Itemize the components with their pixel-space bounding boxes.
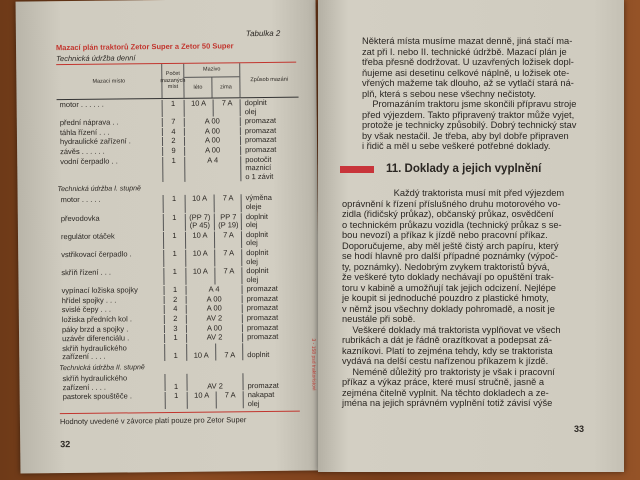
lubricant-summer: 10 A <box>192 193 208 204</box>
lubricant-winter: 7 A <box>215 343 243 360</box>
place: hřídel spojky . . . <box>61 295 117 305</box>
text-line: před výjezdem. Takto připravený traktor může vyjet, <box>362 109 575 120</box>
text-line: plň, která s sebou nese všechny nečistoty. <box>362 88 536 99</box>
place: hydraulické zařízení . <box>59 136 131 147</box>
place: svislé čepy . . . <box>61 305 112 315</box>
table-body <box>57 98 302 411</box>
place: páky brzd a spojky . <box>61 324 129 334</box>
table-row <box>58 229 300 250</box>
table-row <box>58 211 300 232</box>
header-place: Mazací místo <box>92 78 126 85</box>
place: uzávěr diferenciálu . <box>62 333 130 344</box>
count: 9 <box>162 147 184 156</box>
method: promazat <box>242 323 301 332</box>
method: doplnit olej <box>240 99 299 117</box>
method: promazat <box>240 126 299 135</box>
text-line: vřených mažeme tak dlouho, až se vytlačí stará ná- <box>362 78 574 88</box>
lubricant: A 00 <box>184 117 240 126</box>
text-line: protože je technicky způsobilý. Dobrý technický stav <box>362 120 577 130</box>
lubrication-table <box>56 52 302 451</box>
place: motor . . . . . . <box>59 99 104 110</box>
heading-text: 11. Doklady a jejich vyplnění <box>386 163 542 175</box>
count: 2 <box>162 137 184 146</box>
left-page <box>16 0 321 474</box>
lubricant-pair <box>184 99 240 117</box>
text-line: by však nestačil. Je třeba, aby byl dobře připraven <box>362 130 569 141</box>
lubricant: A 4 <box>184 156 240 182</box>
lubricant: A 00 <box>186 324 242 333</box>
place: táhla řízení . . . <box>59 127 110 137</box>
lubricant: A 00 <box>186 295 242 304</box>
count: 1 <box>162 156 184 182</box>
text-line: zat při I. nebo II. technické údržbě. Mazací plán je <box>362 46 567 57</box>
method: výměna oleje <box>241 194 300 212</box>
place: závěs . . . . . . <box>60 146 105 157</box>
lubricant: A 4 <box>186 286 242 295</box>
text-line: třeba přesně dodržovat. U uzavřených ložisek dopl- <box>362 57 574 67</box>
heading-red-bar <box>340 166 374 173</box>
page-number: 33 <box>574 424 585 434</box>
right-page <box>318 0 624 472</box>
header-winter: zima <box>211 77 239 98</box>
text-line: rubrikách a dát je řádně orazítkovat a podepsat zá- <box>342 335 552 345</box>
lubricant-winter: 7 A <box>213 99 241 116</box>
lubricant-winter: 7 A <box>214 231 242 248</box>
text-line: zejména čitelně vyplnit. Na těchto dokladech a ze- <box>342 387 549 398</box>
place: vstřikovací čerpadlo . <box>61 249 132 260</box>
text-line: je koupit si jednoduché pouzdro z plastické hmoty, <box>342 293 549 303</box>
count: 4 <box>162 128 184 137</box>
lubricant: AV 2 <box>186 373 242 391</box>
text-line: Veškeré doklady má traktorista vyplňovat ve všech <box>342 324 561 335</box>
table-label: Tabulka 2 <box>245 28 281 39</box>
section-label: Technická údržba denní <box>56 52 296 66</box>
lubricant-pair <box>185 195 241 213</box>
count: 1 <box>163 232 185 249</box>
paragraph-documents <box>342 188 612 409</box>
header-count: Počet mazaných míst <box>161 64 183 98</box>
lubricant-winter: 7 A <box>216 391 244 408</box>
count: 1 <box>163 268 185 285</box>
method: promazat <box>242 285 301 294</box>
method: promazat <box>240 136 299 145</box>
count: 3 <box>164 324 186 333</box>
method: promazat <box>242 373 301 391</box>
section-label: Technická údržba I. stupně <box>57 185 141 194</box>
count: 7 <box>162 118 184 127</box>
place: motor . . . . . <box>60 195 101 205</box>
place: pastorek spouštěče . <box>62 391 132 402</box>
page-number: 32 <box>60 439 71 450</box>
table-title: Mazací plán traktorů Zetor Super a Zetor 50 Super <box>55 41 234 53</box>
lubricant-pair <box>185 213 241 231</box>
lubricant-winter: PP 7 (P 19) <box>214 213 242 230</box>
lubricant-pair <box>185 231 241 249</box>
method: nakapat olej <box>243 391 302 409</box>
text-line: ty, poznámky). Nedobrým zvykem traktoristů bývá, <box>342 261 550 272</box>
method: doplnit olej <box>241 249 300 267</box>
count: 4 <box>164 305 186 314</box>
method: pootočit maznicí o 1 závit <box>240 155 299 181</box>
lubricant-summer: 10 A <box>191 98 207 108</box>
text-line: se hodí hlavně pro další případné poznámky (výpoč- <box>342 251 559 261</box>
text-line: Promazáním traktoru jsme skončili přípravu stroje <box>362 99 577 109</box>
method: doplnit olej <box>241 230 300 248</box>
text-line: Každý traktorista musí mít před výjezdem <box>342 188 565 198</box>
header-method: Způsob mazání <box>239 63 298 98</box>
method: promazat <box>240 117 299 126</box>
lubricant-summer: 10 A <box>192 266 208 276</box>
place: vodní čerpadlo . . <box>60 156 118 166</box>
table-header <box>56 63 298 101</box>
count: 1 <box>163 213 185 230</box>
lubricant-pair <box>185 249 241 267</box>
table-row <box>58 193 300 214</box>
text-line: kazníkovi. Platí to zejména tehdy, kdy se traktorista <box>342 345 553 356</box>
lubricant-summer: 10 A <box>194 390 210 400</box>
method: promazat <box>242 314 301 323</box>
lubricant-summer: 10 A <box>192 230 208 240</box>
table-row <box>60 390 302 411</box>
header-lubricant-label: Mazivo <box>184 63 239 77</box>
lubricant-pair <box>186 343 242 361</box>
paragraph-lubrication <box>362 36 612 152</box>
count: 1 <box>164 344 186 361</box>
header-summer: léto <box>193 84 203 91</box>
place: ložiska předních kol . <box>61 314 132 325</box>
text-line: Doporučujeme, aby měl ještě čistý arch papíru, který <box>342 240 559 251</box>
text-line: ňujeme asi desetinu celkové náplně, u ložisek ote- <box>362 67 570 78</box>
lubricant-winter: 7 A <box>214 267 242 284</box>
lubricant-winter: 7 A <box>214 249 242 266</box>
text-line: o technickém průkazu vozidla (technický průkaz s se- <box>342 219 562 230</box>
place: převodovka <box>60 213 100 223</box>
text-line: zidla (řidičský průkaz), občanský průkaz, osvědčení <box>342 209 554 219</box>
place: přední náprava . . <box>59 117 119 128</box>
place: vypínací ložiska spojky <box>61 285 138 296</box>
text-line: neustále při sobě. <box>342 314 416 324</box>
header-lubricant <box>183 63 239 98</box>
lubricant: AV 2 <box>186 333 242 342</box>
table-row <box>59 341 301 362</box>
text-line: v němž jsou všechny doklady pohromadě, a nosit je <box>342 303 555 314</box>
table-row <box>57 154 299 183</box>
place: skříň hydraulického zařízení . . . . <box>62 373 128 392</box>
text-line: toru v kabině a umožňují tak jejich odcizení. Nejlépe <box>342 282 556 293</box>
method: promazat <box>242 294 301 303</box>
count: 1 <box>162 100 184 117</box>
count: 1 <box>163 250 185 267</box>
method: doplnit olej <box>241 212 300 230</box>
count: 2 <box>164 296 186 305</box>
spine-text: 3 - 158 psd traktoristovi <box>310 338 317 391</box>
method: doplnit olej <box>241 267 300 285</box>
method: promazat <box>242 304 301 313</box>
text-line: oprávnění k řízení příslušného druhu motorového vo- <box>342 198 561 209</box>
method: promazat <box>242 333 301 342</box>
lubricant-winter: 7 A <box>214 195 242 212</box>
lubricant-summer: 10 A <box>193 342 209 361</box>
place: skříň hydraulického zařízení . . . . <box>62 343 127 362</box>
count: 1 <box>164 374 186 391</box>
lubricant-pair <box>185 267 241 285</box>
text-line: jména na jejich správném vyplnění totiž závisí výše <box>342 398 553 408</box>
text-line: Neméně důležitý pro traktoristy je však i pracovní <box>342 366 555 377</box>
lubricant: A 00 <box>184 146 240 155</box>
count: 1 <box>165 392 187 409</box>
lubricant-pair <box>187 391 243 409</box>
method: promazat <box>240 146 299 155</box>
count: 1 <box>164 334 186 343</box>
text-line: příkaz a výkaz práce, které musí stručně, jasně a <box>342 377 545 387</box>
count: 1 <box>163 195 185 212</box>
lubricant: AV 2 <box>186 314 242 323</box>
count: 1 <box>164 286 186 295</box>
chapter-heading <box>340 162 541 176</box>
section-label: Technická údržba II. stupně <box>59 364 145 373</box>
text-line: bou nevozí) a příkaz k jízdě nebo pracovní příkaz. <box>342 230 548 240</box>
method: doplnit <box>242 342 301 360</box>
place: skříň řízení . . . <box>61 267 112 278</box>
lubricant: A 00 <box>184 127 240 136</box>
text-line: vydává na delší cestu nařízenou příkazem k jízdě. <box>342 356 549 366</box>
place: regulátor otáček <box>60 231 115 241</box>
footnote: Hodnoty uvedené v závorce platí pouze pro Zetor Super <box>60 411 300 428</box>
text-line: Některá místa musíme mazat denně, jiná stačí ma- <box>362 36 573 46</box>
lubricant: A 00 <box>186 305 242 314</box>
lubricant: A 00 <box>184 137 240 146</box>
count: 2 <box>164 315 186 324</box>
lubricant-summer: (PP 7) (P 45) <box>189 212 211 230</box>
text-line: i řidič a měl u sebe veškeré potřebné doklady. <box>362 141 551 151</box>
text-line: že veškeré tyto doklady nechávají po opuštění trak- <box>342 272 554 282</box>
lubricant-summer: 10 A <box>192 248 208 258</box>
